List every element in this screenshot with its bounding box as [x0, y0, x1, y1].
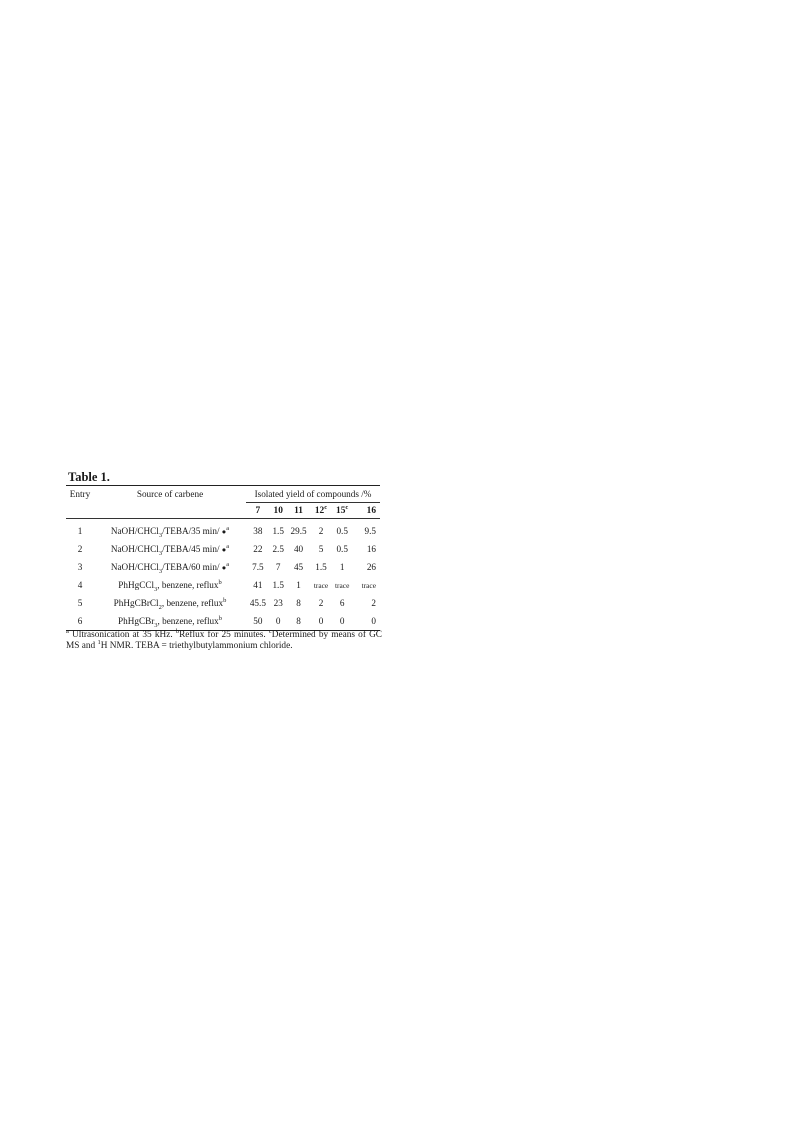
value-cell: 0: [371, 616, 376, 626]
value-cell: 1: [339, 562, 345, 572]
compound-header: 11: [287, 503, 311, 519]
table-row: [66, 594, 380, 612]
value-cell: 2: [318, 526, 324, 536]
table-row: [66, 519, 380, 541]
entry-cell: 5: [77, 598, 83, 608]
source-cell: NaOH/CHCl$_3$/TEBA/60 min/ ●$^a$: [110, 560, 230, 575]
value-cell: 2.5: [272, 544, 284, 554]
value-cell: 1.5: [315, 562, 327, 572]
sonication-symbol: ●: [221, 563, 227, 572]
yield-table: [66, 486, 380, 631]
source-cell: PhHgCBr$_3$, benzene, reflux$^b$: [118, 614, 222, 629]
header-row-2: [66, 503, 380, 519]
value-cell: 1.5: [272, 580, 284, 590]
value-cell: 29.5: [290, 526, 307, 536]
value-cell: 1.5: [272, 526, 284, 536]
value-cell: 0.5: [336, 544, 348, 554]
entry-cell: 2: [77, 544, 83, 554]
value-cell: 0: [275, 616, 281, 626]
table-title: Table 1.: [68, 470, 110, 484]
table-footnote: $^a$ Ultrasonication at 35 kHz. $^b$Reflux for 25 minutes. $^c$Determined by means of GC MS and $^1$H NMR. TEBA = triethylbutylammonium chloride.: [66, 627, 382, 651]
value-cell: trace: [313, 580, 329, 590]
value-cell: 2: [371, 598, 376, 608]
value-cell: 23: [273, 598, 283, 608]
value-cell: 8: [296, 616, 301, 626]
value-cell: trace: [335, 580, 350, 590]
entry-cell: 4: [77, 580, 83, 590]
compound-header: 10: [270, 503, 287, 519]
value-cell: 5: [318, 544, 324, 554]
value-cell: 6: [339, 598, 345, 608]
table-row: [66, 576, 380, 594]
entry-cell: 6: [77, 616, 83, 626]
header-entry: Entry: [69, 489, 91, 500]
entry-cell: 1: [77, 526, 83, 536]
value-cell: 0: [318, 616, 324, 626]
value-cell: 9.5: [364, 526, 376, 536]
value-cell: 2: [318, 598, 324, 608]
value-cell: 26: [366, 562, 376, 572]
value-cell: 41: [253, 580, 263, 590]
value-cell: 0: [339, 616, 345, 626]
entry-cell: 3: [77, 562, 83, 572]
source-cell: NaOH/CHCl$_3$/TEBA/45 min/ ●$^a$: [110, 542, 230, 557]
sonication-symbol: ●: [221, 545, 227, 554]
value-cell: 8: [296, 598, 301, 608]
value-cell: 50: [253, 616, 263, 626]
value-cell: 7: [275, 562, 281, 572]
header-source: Source of carbene: [136, 489, 204, 500]
compound-header: 15$^c$: [332, 503, 353, 519]
compound-header: 12$^c$: [310, 503, 331, 519]
table-row: [66, 612, 380, 631]
value-cell: 45: [293, 562, 304, 572]
value-cell: 22: [253, 544, 263, 554]
value-cell: trace: [361, 580, 376, 590]
source-cell: PhHgCCl$_3$, benzene, reflux$^b$: [118, 578, 222, 593]
compound-header: 16: [353, 503, 380, 519]
table-block: [66, 470, 380, 631]
value-cell: 0.5: [336, 526, 348, 536]
value-cell: 16: [366, 544, 376, 554]
table-row: [66, 558, 380, 576]
value-cell: 45.5: [249, 598, 266, 608]
header-row-1: [66, 486, 380, 503]
sonication-symbol: ●: [221, 527, 227, 536]
header-yield-label: Isolated yield of compounds /%: [246, 486, 380, 503]
source-cell: NaOH/CHCl$_3$/TEBA/35 min/ ●$^a$: [110, 524, 230, 539]
table-row: [66, 540, 380, 558]
compound-header: 7: [246, 503, 270, 519]
value-cell: 1: [296, 580, 301, 590]
source-cell: PhHgCBrCl$_2$, benzene, reflux$^b$: [113, 596, 227, 611]
value-cell: 7.5: [252, 562, 264, 572]
value-cell: 40: [293, 544, 304, 554]
value-cell: 38: [253, 526, 263, 536]
